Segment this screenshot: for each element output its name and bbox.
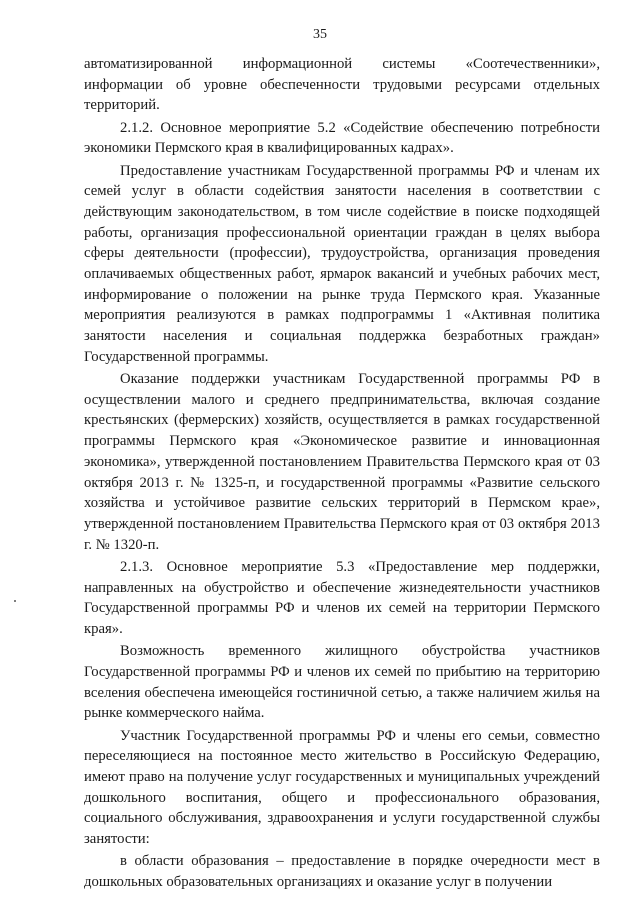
paragraph: Возможность временного жилищного обустройства участников Государственной программы РФ и членов их семей по прибытию на территорию вселения обеспечена имеющейся гостиничной сетью, а также наличием жилья на рынке коммерческого найма. [84,643,600,722]
paragraph: Предоставление участникам Государственной программы РФ и членам их семей услуг в области содействия занятости населения в соответствии с действующим законодательством, в том числе содействие в поиске подходящей работы, организация профессиональной ориентации граждан в целях выбора сферы деятельности (профессии), трудоустройства, организация проведения оплачиваемых общественных работ, ярмарок вакансий и учебных рабочих мест, информирование о положении на рынке труда Пермского края. Указанные мероприятия реализуются в рамках подпрограммы 1 «Активная политика занятости населения и социальная поддержка безработных граждан» Государственной программы. [84,162,600,365]
page-number: 35 [313,27,327,42]
paragraph: Оказание поддержки участникам Государственной программы РФ в осуществлении малого и среднего предпринимательства, включая создание крестьянских (фермерских) хозяйств, осуществляется в рамках государственной программы Пермского края «Экономическое развитие и инновационная экономика», утвержденной постановлением Правительства Пермского края от 03 октября 2013 г. № 1325-п, и государственной программы «Развитие сельского хозяйства и устойчивое развитие сельских территорий в Пермском крае», утвержденной постановлением Правительства Пермского края от 03 октября 2013 г. № 1320-п. [84,371,600,553]
scan-speck [14,600,16,602]
paragraph: автоматизированной информационной системы «Соотечественники», информации об уровне обеспеченности трудовыми ресурсами отдельных территорий. [84,56,600,114]
paragraph: 2.1.3. Основное мероприятие 5.3 «Предоставление мер поддержки, направленных на обустройство и обеспечение жизнедеятельности участников Государственной программы РФ и членов их семей на территории Пермского края». [84,558,600,637]
paragraph: 2.1.2. Основное мероприятие 5.2 «Содействие обеспечению потребности экономики Пермского края в квалифицированных кадрах». [84,119,600,157]
paragraph: в области образования – предоставление в порядке очередности мест в дошкольных образовательных организациях и оказание услуг в получении [84,853,600,890]
paragraph: Участник Государственной программы РФ и члены его семьи, совместно переселяющиеся на постоянное место жительство в Российскую Федерацию, имеют право на получение услуг государственных и муниципальных учреждений дошкольного воспитания, общего и профессионального образования, социального обслуживания, здравоохранения и услуги государственной службы занятости: [84,727,600,848]
page-body [84,54,600,894]
